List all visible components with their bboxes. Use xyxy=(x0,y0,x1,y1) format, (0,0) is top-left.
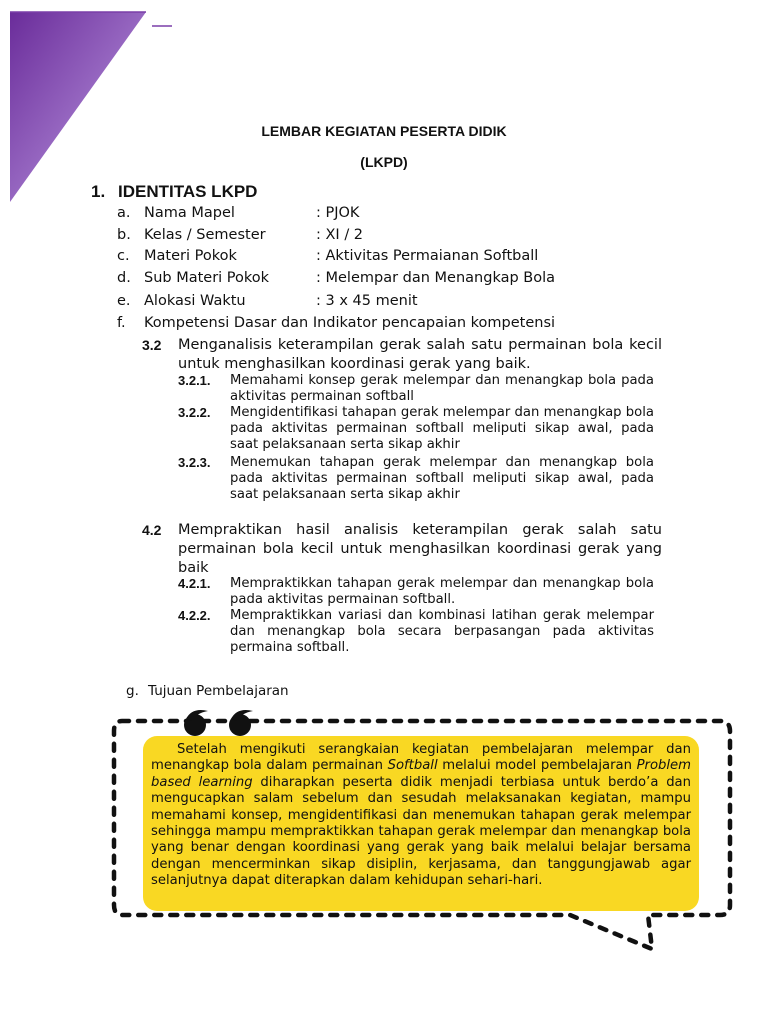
indicator-3-2-3 xyxy=(178,455,654,503)
kd-code: 3.2 xyxy=(142,337,162,353)
indicator-text: Menemukan tahapan gerak melempar dan menangkap bola pada aktivitas permainan softball meliputi sikap awal, pada saat pelaksanaan serta sikap akhir xyxy=(230,455,654,502)
indicator-code: 4.2.2. xyxy=(178,608,211,623)
kd-code: 4.2 xyxy=(142,522,162,538)
indicator-code: 3.2.1. xyxy=(178,373,211,388)
indicator-3-2-1 xyxy=(178,373,654,405)
kd-4-2 xyxy=(142,521,662,578)
section-title: IDENTITAS LKPD xyxy=(118,182,258,201)
identity-row-kompetensi: f. Kompetensi Dasar dan Indikator pencapaian kompetensi xyxy=(117,315,556,331)
indicator-code: 3.2.2. xyxy=(178,405,211,420)
section-number: 1. xyxy=(91,182,106,201)
indicator-text: Memahami konsep gerak melempar dan menangkap bola pada aktivitas permainan softball xyxy=(230,373,654,404)
kd-text: Mempraktikan hasil analisis keterampilan gerak salah satu permainan bola kecil untuk menghasilkan koordinasi gerak yang baik xyxy=(178,522,662,576)
identity-row-materi: c. Materi Pokok : Aktivitas Permaianan Softball xyxy=(117,248,539,264)
kd-3-2 xyxy=(142,336,662,374)
indicator-code: 4.2.1. xyxy=(178,576,211,591)
identity-row-mapel: a. Nama Mapel : PJOK xyxy=(117,205,360,221)
tujuan-text: Setelah mengikuti serangkaian kegiatan pembelajaran melempar dan menangkap bola dalam permainan Softball melalui model pembelajaran Problem based learning diharapkan peserta didik menjadi terbiasa untuk berdo’a dan mengucapkan salam sebelum dan sesudah melaksanakan kegiatan, mampu memahami konsep, mengidentifikasi dan menemukan tahapan gerak melempar sehingga mampu mempraktikkan tahapan gerak melempar dan menangkap bola yang benar dengan koordinasi yang gerak yang baik melalui belajar bersama dengan mencerminkan sikap disiplin, kerjasama, dan tanggungjawab agar selanjutnya dapat diterapkan dalam kehidupan sehari-hari. xyxy=(151,742,692,889)
document-subtitle: (LKPD) xyxy=(360,154,408,170)
section-heading xyxy=(91,182,257,202)
indicator-text: Mempraktikkan variasi dan kombinasi latihan gerak melempar dan menangkap bola secara berpasangan pada aktivitas permaina softball. xyxy=(230,608,654,655)
corner-decoration xyxy=(0,0,180,210)
indicator-text: Mempraktikkan tahapan gerak melempar dan menangkap bola pada aktivitas permainan softball. xyxy=(230,576,654,607)
kd-text: Menganalisis keterampilan gerak salah satu permainan bola kecil untuk menghasilkan koordinasi gerak yang baik. xyxy=(178,337,662,372)
indicator-code: 3.2.3. xyxy=(178,455,211,470)
tujuan-heading: g. Tujuan Pembelajaran xyxy=(126,683,289,699)
document-title: LEMBAR KEGIATAN PESERTA DIDIK xyxy=(261,123,507,139)
identity-row-alokasi: e. Alokasi Waktu : 3 x 45 menit xyxy=(117,293,418,309)
indicator-text: Mengidentifikasi tahapan gerak melempar dan menangkap bola pada aktivitas permainan softball meliputi sikap awal, pada saat pelaksanaan serta sikap akhir xyxy=(230,405,654,452)
identity-row-sub-materi: d. Sub Materi Pokok : Melempar dan Menangkap Bola xyxy=(117,270,556,286)
identity-row-kelas: b. Kelas / Semester : XI / 2 xyxy=(117,227,364,243)
indicator-4-2-1 xyxy=(178,576,654,608)
indicator-3-2-2 xyxy=(178,405,654,453)
indicator-4-2-2 xyxy=(178,608,654,656)
